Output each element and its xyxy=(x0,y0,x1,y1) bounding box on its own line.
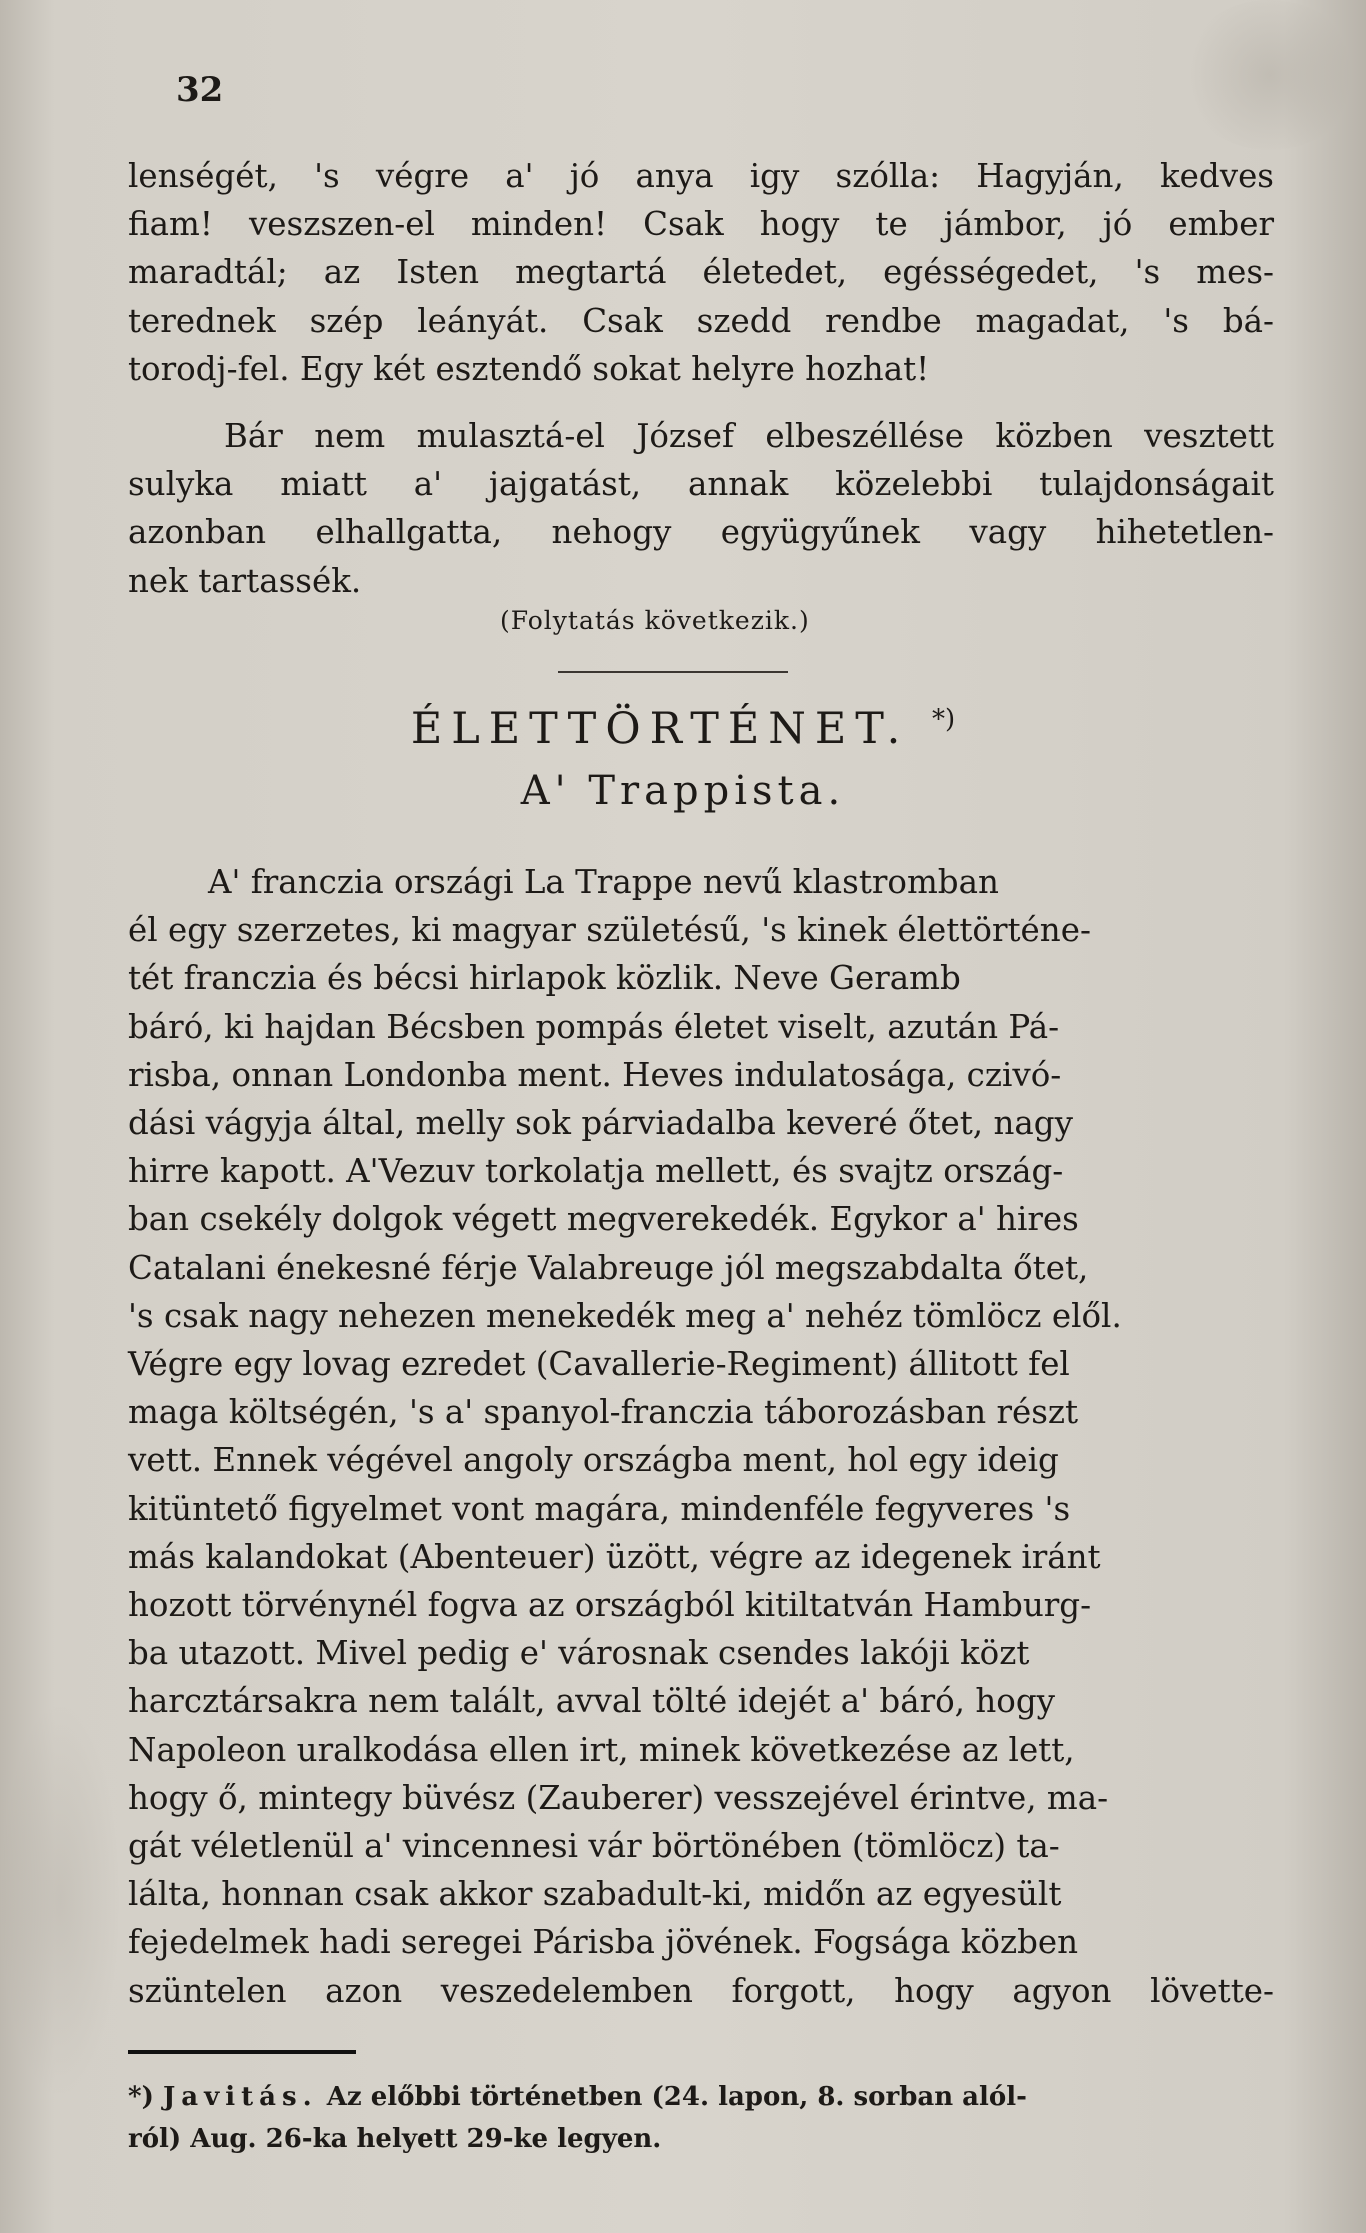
text-line: fejedelmek hadi seregei Párisba jövének. Fogsága közben xyxy=(128,1923,1079,1962)
paragraph-continued xyxy=(128,152,1274,393)
text-line: él egy szerzetes, ki magyar születésű, 's kinek élettörténe- xyxy=(128,911,1091,950)
text-line: tét franczia és bécsi hirlapok közlik. Neve Geramb xyxy=(128,959,961,998)
section-title xyxy=(0,704,1366,754)
footnote-reference: *) xyxy=(932,704,956,735)
footnote-line: ról) Aug. 26-ka helyett 29-ke legyen. xyxy=(128,2124,662,2154)
section-title-text: ÉLETTÖRTÉNET. xyxy=(410,704,910,754)
text-line: lálta, honnan csak akkor szabadult-ki, midőn az egyesült xyxy=(128,1875,1062,1914)
text-line: A' franczia országi La Trappe nevű klastromban xyxy=(208,863,999,901)
text-line: kitüntető figyelmet vont magára, mindenféle fegyveres 's xyxy=(128,1489,1071,1528)
text-line: harcztársakra nem talált, avval tölté idejét a' báró, hogy xyxy=(128,1682,1055,1721)
text-line: torodj-fel. Egy két esztendő sokat helyre hozhat! xyxy=(128,349,930,388)
text-line: ba utazott. Mivel pedig e' városnak csendes lakóji közt xyxy=(128,1634,1030,1673)
text-line: hogy ő, mintegy büvész (Zauberer) vesszejével érintve, ma- xyxy=(128,1778,1109,1817)
paper-stain xyxy=(0,1700,120,2100)
page-number: 32 xyxy=(176,70,224,110)
text-line: nek tartassék. xyxy=(128,561,362,600)
text-line: Napoleon uralkodása ellen irt, minek következése az lett, xyxy=(128,1730,1075,1769)
footnote-mark: *) xyxy=(128,2082,154,2112)
text-line: Catalani énekesné férje Valabreuge jól megszabdalta őtet, xyxy=(128,1248,1089,1287)
continued-note: (Folytatás következik.) xyxy=(500,606,810,635)
text-line: báró, ki hajdan Bécsben pompás életet viselt, azután Pá- xyxy=(128,1007,1060,1046)
text-line: más kalandokat (Abenteuer) üzött, végre az idegenek iránt xyxy=(128,1537,1101,1576)
footnote-text: Az előbbi történetben (24. lapon, 8. sorban alól- xyxy=(326,2082,1027,2112)
text-line: ban csekély dolgok végett megverekedék. Egykor a' hires xyxy=(128,1200,1079,1239)
text-line: fiam! veszszen-el minden! Csak hogy te jámbor, jó ember xyxy=(128,205,1274,244)
text-line: Végre egy lovag ezredet (Cavallerie-Regiment) állitott fel xyxy=(128,1345,1070,1384)
footnote-divider xyxy=(128,2050,356,2054)
biography-paragraph xyxy=(128,858,1274,2015)
paragraph-ending xyxy=(128,412,1274,605)
text-line: maradtál; az Isten megtartá életedet, egésségedet, 's mes- xyxy=(128,253,1274,292)
text-line: vett. Ennek végével angoly országba ment, hol egy ideig xyxy=(128,1441,1059,1480)
text-line: gát véletlenül a' vincennesi vár börtönében (tömlöcz) ta- xyxy=(128,1827,1060,1866)
footnote-label: Javitás. xyxy=(162,2082,318,2112)
text-line: hirre kapott. A'Vezuv torkolatja mellett, és svajtz ország- xyxy=(128,1152,1064,1191)
section-subtitle: A' Trappista. xyxy=(520,768,846,814)
footnote-line xyxy=(128,2076,1252,2118)
text-line: terednek szép leányát. Csak szedd rendbe magadat, 's bá- xyxy=(128,301,1274,340)
text-line: dási vágyja által, melly sok párviadalba keveré őtet, nagy xyxy=(128,1104,1073,1143)
text-line: azonban elhallgatta, nehogy együgyűnek vagy hihetetlen- xyxy=(128,513,1274,552)
section-divider xyxy=(558,671,788,673)
text-line: hozott törvénynél fogva az országból kitiltatván Hamburg- xyxy=(128,1586,1092,1625)
text-line: sulyka miatt a' jajgatást, annak közelebbi tulajdonságait xyxy=(128,465,1274,504)
text-line: risba, onnan Londonba ment. Heves indulatosága, czivó- xyxy=(128,1055,1062,1094)
footnote xyxy=(128,2076,1252,2160)
paper-stain xyxy=(1180,0,1360,150)
text-line: lenségét, 's végre a' jó anya igy szólla: Hagyján, kedves xyxy=(128,157,1274,195)
text-line: Bár nem mulasztá-el József elbeszéllése közben vesztett xyxy=(224,417,1274,455)
text-line: 's csak nagy nehezen menekedék meg a' nehéz tömlöcz elől. xyxy=(128,1296,1122,1335)
text-line: szüntelen azon veszedelemben forgott, hogy agyon lövette- xyxy=(128,1971,1274,2010)
text-line: maga költségén, 's a' spanyol-franczia táborozásban részt xyxy=(128,1393,1079,1432)
